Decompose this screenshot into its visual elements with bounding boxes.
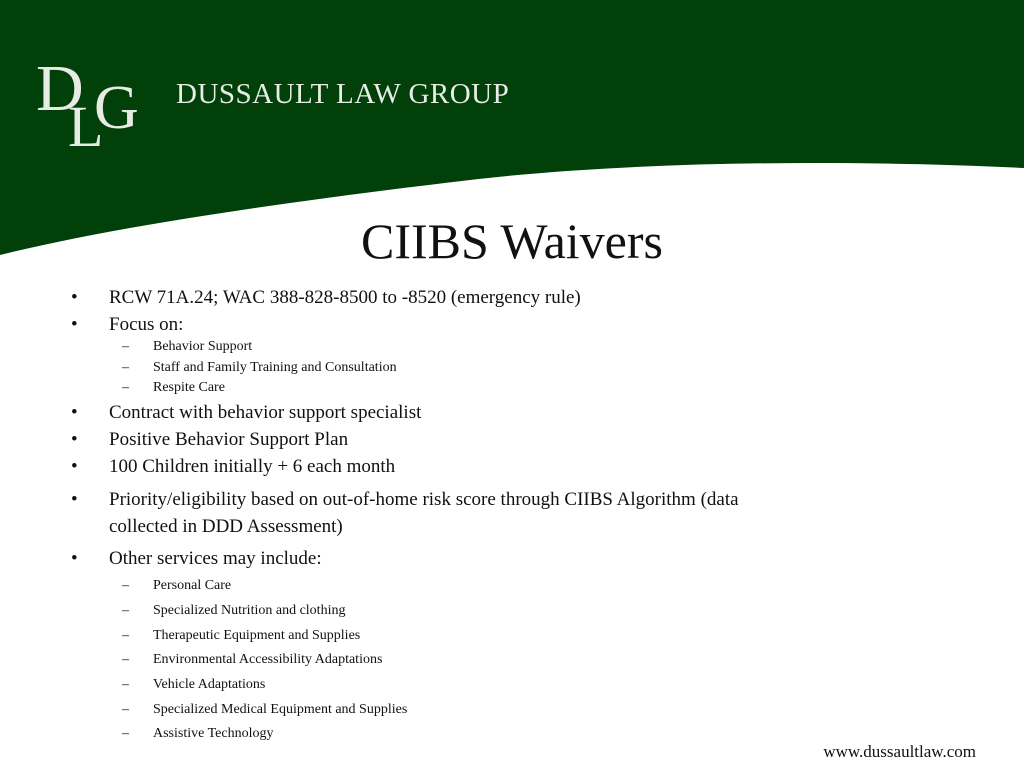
sub-bullet-text: Personal Care [153, 578, 232, 593]
bullet-marker: • [71, 489, 78, 510]
bullet-marker: • [71, 429, 78, 450]
sub-bullet-text: Specialized Nutrition and clothing [153, 603, 346, 618]
bullet-text: Focus on: [109, 314, 184, 335]
sub-bullet-text: Assistive Technology [153, 726, 274, 741]
bullet-text: collected in DDD Assessment) [109, 516, 343, 537]
sub-bullet-marker: – [122, 726, 129, 741]
bullet-marker: • [71, 287, 78, 308]
bullet-text: RCW 71A.24; WAC 388-828-8500 to -8520 (emergency rule) [109, 287, 581, 308]
svg-text:L: L [68, 94, 104, 152]
footer-website-url[interactable]: www.dussaultlaw.com [823, 742, 976, 761]
bullet-marker: • [71, 402, 78, 423]
sub-bullet-marker: – [122, 578, 129, 593]
bullet-text: Positive Behavior Support Plan [109, 429, 349, 450]
bullet-marker: • [71, 314, 78, 335]
sub-bullet-item [122, 627, 361, 645]
bullet-item [71, 284, 581, 311]
sub-bullet-item [122, 725, 274, 743]
bullet-text: 100 Children initially + 6 each month [109, 456, 396, 477]
sub-bullet-text: Staff and Family Training and Consultation [153, 360, 397, 375]
sub-bullet-text: Environmental Accessibility Adaptations [153, 652, 383, 667]
bullet-item [71, 399, 422, 426]
bullet-item [71, 453, 396, 480]
svg-text:G: G [94, 74, 139, 142]
bullet-item [71, 311, 184, 338]
sub-bullet-item [122, 577, 232, 595]
sub-bullet-item [122, 338, 253, 356]
sub-bullet-item [122, 379, 225, 397]
bullet-text: Priority/eligibility based on out-of-home risk score through CIIBS Algorithm (data [109, 489, 739, 510]
sub-bullet-item [122, 651, 383, 669]
bullet-text: Contract with behavior support specialist [109, 402, 422, 423]
sub-bullet-text: Vehicle Adaptations [153, 677, 266, 692]
sub-bullet-text: Respite Care [153, 380, 225, 395]
slide-title: CIIBS Waivers [361, 213, 663, 269]
sub-bullet-marker: – [122, 702, 129, 717]
sub-bullet-item [122, 676, 266, 694]
firm-name: DUSSAULT LAW GROUP [176, 78, 510, 110]
sub-bullet-marker: – [122, 677, 129, 692]
bullet-item [71, 545, 322, 572]
sub-bullet-marker: – [122, 380, 129, 395]
sub-bullet-text: Behavior Support [153, 339, 253, 354]
sub-bullet-text: Specialized Medical Equipment and Supplies [153, 702, 408, 717]
bullet-item [71, 426, 349, 453]
bullet-marker: • [71, 548, 78, 569]
bullet-item [71, 486, 739, 513]
sub-bullet-item [122, 359, 397, 377]
sub-bullet-marker: – [122, 360, 129, 375]
bullet-marker: • [71, 456, 78, 477]
sub-bullet-marker: – [122, 603, 129, 618]
bullet-text: Other services may include: [109, 548, 322, 569]
bullet-continuation [109, 513, 343, 540]
sub-bullet-text: Therapeutic Equipment and Supplies [153, 628, 361, 643]
sub-bullet-item [122, 602, 346, 620]
sub-bullet-marker: – [122, 628, 129, 643]
sub-bullet-marker: – [122, 339, 129, 354]
svg-text:D: D [36, 52, 84, 125]
sub-bullet-item [122, 701, 408, 719]
sub-bullet-marker: – [122, 652, 129, 667]
